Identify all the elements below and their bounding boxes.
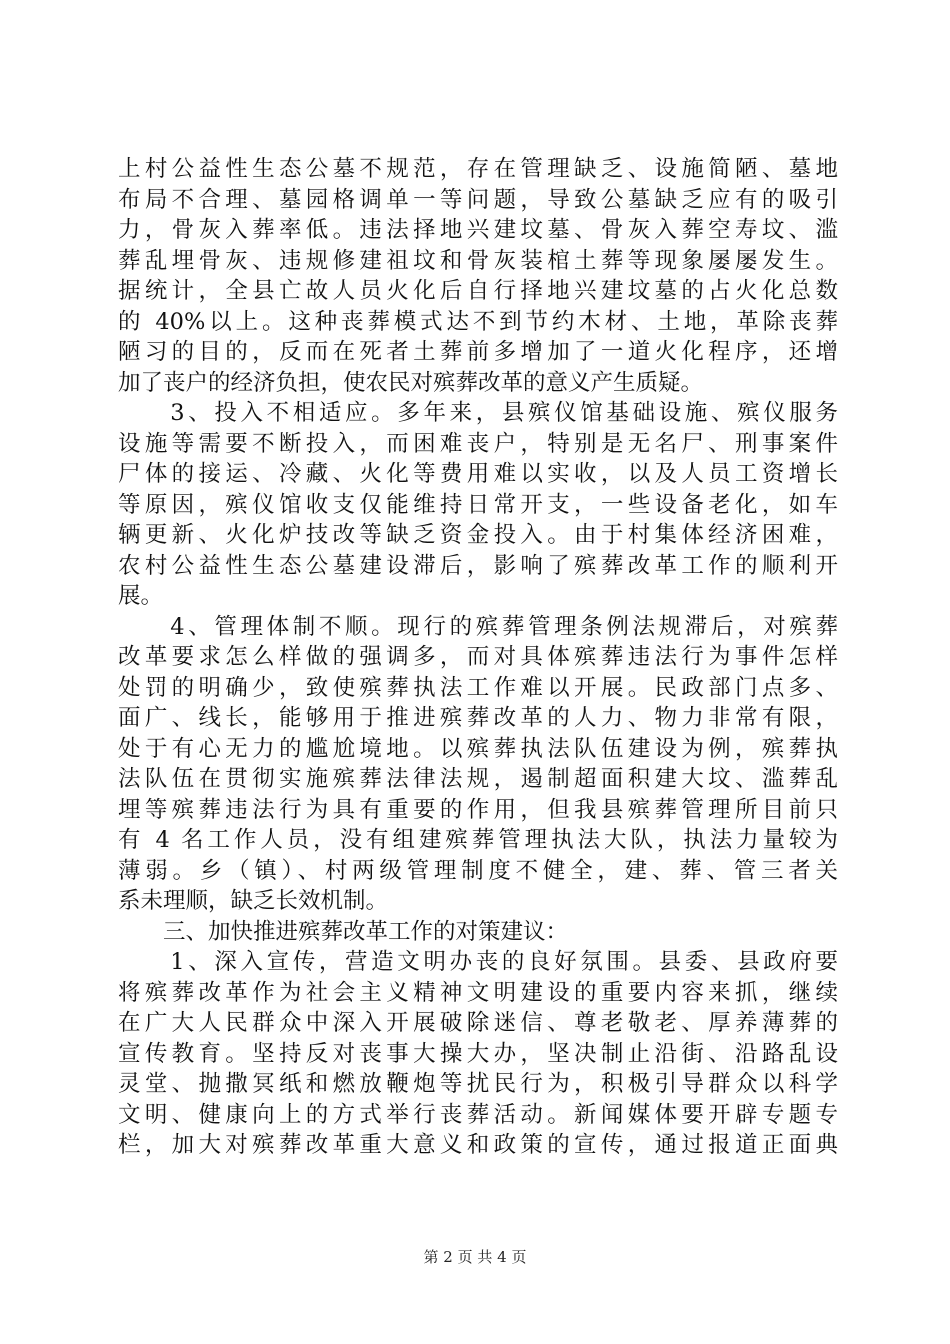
- text-line: 栏，加大对殡葬改革重大意义和政策的宣传，通过报道正面典: [118, 1132, 838, 1158]
- text-line: 宣传教育。坚持反对丧事大操大办，坚决制止沿街、沿路乱设: [118, 1040, 838, 1067]
- text-line: 陋习的目的，反而在死者土葬前多增加了一道火化程序，还增: [118, 339, 838, 365]
- text-line: 展。: [118, 583, 164, 609]
- text-line: 尸体的接运、冷藏、火化等费用难以实收，以及人员工资增长: [118, 461, 838, 487]
- body-text: [118, 154, 838, 1161]
- text-line: 在广大人民群众中深入开展破除迷信、尊老敬老、厚养薄葬的: [118, 1010, 838, 1036]
- text-line: 4、管理体制不顺。现行的殡葬管理条例法规滞后，对殡葬: [118, 613, 838, 640]
- text-line: 文明、健康向上的方式举行丧葬活动。新闻媒体要开辟专题专: [118, 1101, 838, 1128]
- text-line: 三、加快推进殡葬改革工作的对策建议：: [118, 918, 569, 945]
- text-line: 将殡葬改革作为社会主义精神文明建设的重要内容来抓，继续: [118, 979, 838, 1006]
- text-line: 上村公益性生态公墓不规范，存在管理缺乏、设施简陋、墓地: [118, 156, 838, 182]
- text-line: 1、深入宣传，营造文明办丧的良好氛围。县委、县政府要: [118, 949, 838, 975]
- text-line: 法队伍在贯彻实施殡葬法律法规，遏制超面积建大坟、滥葬乱: [118, 766, 838, 792]
- text-line: 的 40%以上。这种丧葬模式达不到节约木材、土地，革除丧葬: [118, 308, 838, 335]
- text-line: 面广、线长，能够用于推进殡葬改革的人力、物力非常有限，: [118, 705, 838, 731]
- text-line: 3、投入不相适应。多年来，县殡仪馆基础设施、殡仪服务: [118, 400, 838, 426]
- text-line: 处于有心无力的尴尬境地。以殡葬执法队伍建设为例，殡葬执: [118, 735, 838, 762]
- text-line: 灵堂、抛撒冥纸和燃放鞭炮等扰民行为，积极引导群众以科学: [118, 1071, 838, 1097]
- text-line: 设施等需要不断投入，而困难丧户，特别是无名尸、刑事案件: [118, 430, 838, 457]
- text-line: 加了丧户的经济负担，使农民对殡葬改革的意义产生质疑。: [118, 369, 704, 396]
- text-line: 葬乱埋骨灰、违规修建祖坟和骨灰装棺土葬等现象屡屡发生。: [118, 247, 838, 274]
- text-line: 埋等殡葬违法行为具有重要的作用，但我县殡葬管理所目前只: [118, 796, 838, 823]
- text-line: 有 4 名工作人员，没有组建殡葬管理执法大队，执法力量较为: [118, 827, 838, 853]
- text-line: 农村公益性生态公墓建设滞后，影响了殡葬改革工作的顺利开: [118, 552, 838, 579]
- text-line: 薄弱。乡（镇）、村两级管理制度不健全，建、葬、管三者关: [118, 857, 838, 884]
- page-footer: 第 2 页 共 4 页: [423, 1248, 527, 1266]
- text-line: 布局不合理、墓园格调单一等问题，导致公墓缺乏应有的吸引: [118, 186, 838, 213]
- text-line: 据统计，全县亡故人员火化后自行择地兴建坟墓的占火化总数: [118, 278, 838, 304]
- text-line: 处罚的明确少，致使殡葬执法工作难以开展。民政部门点多、: [118, 674, 838, 701]
- text-line: 改革要求怎么样做的强调多，而对具体殡葬违法行为事件怎样: [118, 644, 838, 670]
- text-line: 辆更新、火化炉技改等缺乏资金投入。由于村集体经济困难，: [118, 522, 838, 548]
- text-line: 系未理顺，缺乏长效机制。: [118, 888, 389, 914]
- text-line: 等原因，殡仪馆收支仅能维持日常开支，一些设备老化，如车: [118, 491, 838, 518]
- text-line: 力，骨灰入葬率低。违法择地兴建坟墓、骨灰入葬空寿坟、滥: [118, 217, 838, 243]
